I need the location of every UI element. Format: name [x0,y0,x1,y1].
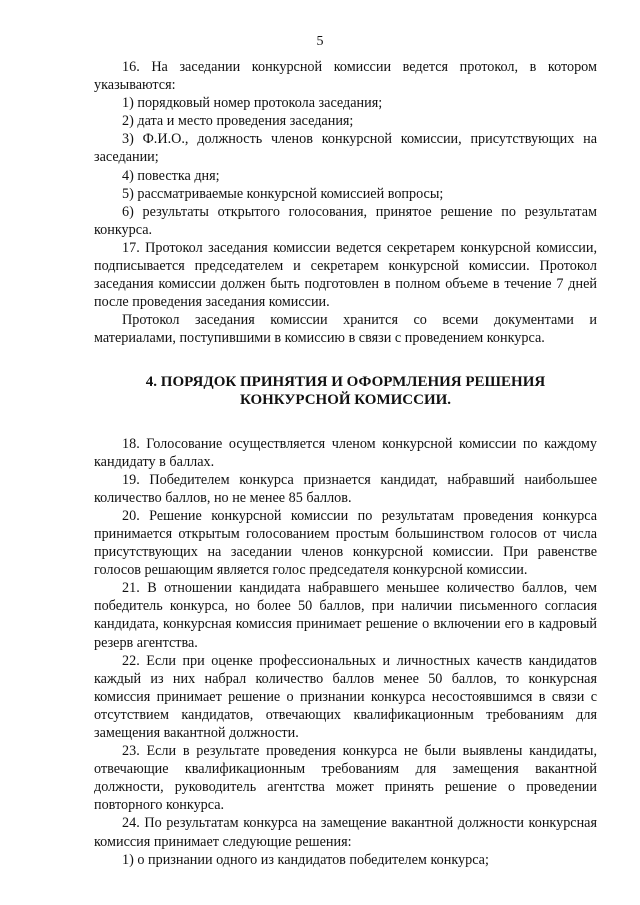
paragraph-23: 23. Если в результате проведения конкурса не были выявлены кандидаты, отвечающие квалификационным требованиям для замещения вакантной должности, руководитель агентства может принять решение о проведении повторного конкурса. [94,743,597,814]
paragraph-17-continued: Протокол заседания комиссии хранится со всеми документами и материалами, поступившими в комиссию в связи с проведением конкурса. [94,312,597,347]
paragraph-16: 16. На заседании конкурсной комиссии ведется протокол, в котором указываются: [94,59,597,94]
paragraph-21: 21. В отношении кандидата набравшего меньшее количество баллов, чем победитель конкурса, но более 50 баллов, при наличии письменного согласия кандидата, конкурсная комиссия принимает решение о включении его в кадровый резерв агентства. [94,580,597,651]
paragraph-24-item-1: 1) о признании одного из кандидатов победителем конкурса; [122,851,489,868]
section-heading-line: КОНКУРСНОЙ КОМИССИИ. [239,392,452,408]
list-item: 2) дата и место проведения заседания; [122,113,354,130]
document-body [94,58,597,869]
page-number: 5 [316,34,324,49]
section-heading-line: 4. ПОРЯДОК ПРИНЯТИЯ И ОФОРМЛЕНИЯ РЕШЕНИЯ [145,373,546,390]
list-item: 5) рассматриваемые конкурсной комиссией вопросы; [122,185,444,202]
list-item: 3) Ф.И.О., должность членов конкурсной комиссии, присутствующих на заседании; [94,131,597,166]
list-item: 6) результаты открытого голосования, принятое решение по результатам конкурса. [94,203,597,238]
paragraph-24: 24. По результатам конкурса на замещение вакантной должности конкурсная комиссия принимает следующие решения: [94,815,597,850]
paragraph-17: 17. Протокол заседания комиссии ведется секретарем конкурсной комиссии, подписывается председателем и секретарем конкурсной комиссии. Протокол заседания комиссии должен быть подготовлен в полном объеме в течение 7 дней после проведения заседания комиссии. [94,239,597,311]
paragraph-20: 20. Решение конкурсной комиссии по результатам проведения конкурса принимается открытым голосованием простым большинством голосов от числа присутствующих на заседании членов конкурсной комиссии. При равенстве голосов решающим является голос председателя конкурсной комиссии. [94,507,597,579]
list-item: 1) порядковый номер протокола заседания; [122,95,383,112]
paragraph-19: 19. Победителем конкурса признается кандидат, набравший наибольшее количество баллов, но не менее 85 баллов. [94,471,597,506]
section-heading [94,373,597,410]
paragraph-18: 18. Голосование осуществляется членом конкурсной комиссии по каждому кандидату в баллах. [94,435,597,470]
paragraph-22: 22. Если при оценке профессиональных и личностных качеств кандидатов каждый из них набрал количество баллов менее 50 баллов, то конкурсная комиссия принимает решение о признании конкурса несостоявшимся в связи с отсутствием кандидатов, отвечающих квалификационным требованиям для замещения вакантной должности. [94,652,597,741]
list-item: 4) повестка дня; [122,167,220,184]
